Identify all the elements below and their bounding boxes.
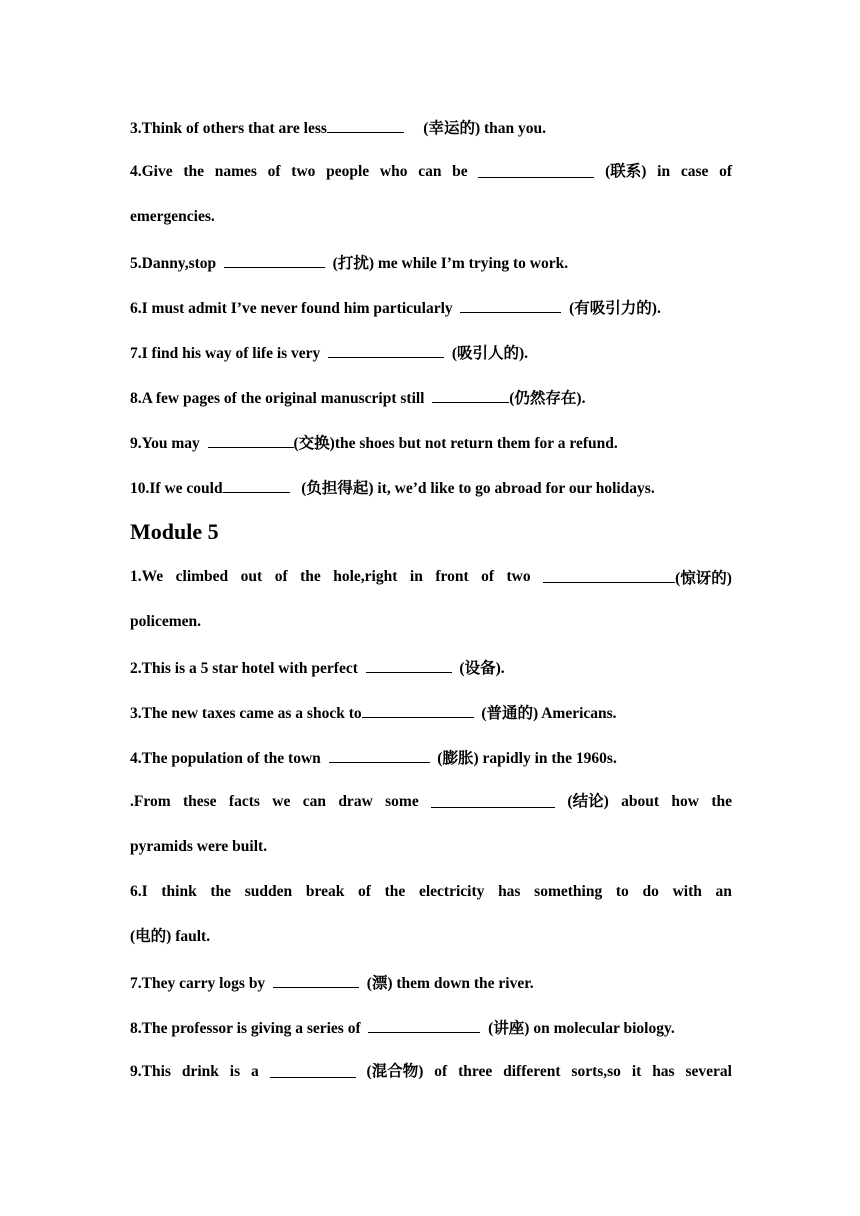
- answer-blank[interactable]: [460, 297, 561, 313]
- word: is: [229, 1063, 241, 1080]
- word: the: [384, 883, 406, 900]
- exercise-item-3: [130, 117, 732, 139]
- module5-item-6: [130, 882, 732, 902]
- word: of: [274, 568, 288, 585]
- blank-group: [543, 567, 732, 589]
- word: 6.I: [130, 883, 148, 900]
- word: sorts,so: [571, 1063, 621, 1080]
- item-text: 9.You may: [130, 435, 200, 452]
- item-text: policemen.: [130, 613, 202, 630]
- module5-item-9: [130, 1062, 732, 1082]
- word: hole,right: [333, 568, 398, 585]
- answer-blank[interactable]: [329, 747, 430, 763]
- item-text: (仍然存在).: [509, 390, 586, 407]
- word: 4.Give: [130, 163, 173, 180]
- exercise-item-7: [130, 342, 732, 364]
- answer-blank[interactable]: [328, 342, 444, 358]
- answer-blank[interactable]: [362, 702, 474, 718]
- word: can: [418, 163, 442, 180]
- answer-blank[interactable]: [327, 117, 404, 133]
- word: of: [434, 1063, 448, 1080]
- item-text: 8.The professor is giving a series of: [130, 1020, 361, 1037]
- word: people: [326, 163, 370, 180]
- word: of: [481, 568, 495, 585]
- word: something: [534, 883, 603, 900]
- word: with: [672, 883, 702, 900]
- item-text: 2.This is a 5 star hotel with perfect: [130, 660, 358, 677]
- item-text: (普通的) Americans.: [481, 705, 617, 722]
- word: two: [506, 568, 531, 585]
- word: we: [272, 793, 291, 810]
- word: different: [503, 1063, 561, 1080]
- module5-item-1-continued: [130, 612, 732, 632]
- answer-blank[interactable]: [431, 792, 555, 808]
- word: drink: [181, 1063, 219, 1080]
- word: these: [182, 793, 217, 810]
- word: the: [711, 793, 732, 810]
- word: two: [291, 163, 316, 180]
- answer-blank[interactable]: [273, 972, 359, 988]
- word: draw: [338, 793, 373, 810]
- word: think: [161, 883, 197, 900]
- item-text: 7.I find his way of life is very: [130, 345, 321, 362]
- item-text: 4.The population of the town: [130, 750, 321, 767]
- word: has: [498, 883, 521, 900]
- word: of: [719, 163, 732, 180]
- answer-blank[interactable]: [478, 162, 594, 178]
- item-text: 10.If we could: [130, 480, 223, 497]
- word: (结论): [567, 793, 609, 810]
- item-text: (讲座) on molecular biology.: [488, 1020, 675, 1037]
- word: in: [657, 163, 671, 180]
- word: a: [251, 1063, 259, 1080]
- section-heading: Module 5: [130, 519, 219, 544]
- item-text: 7.They carry logs by: [130, 975, 266, 992]
- item-text: (设备).: [459, 660, 505, 677]
- word: case: [680, 163, 709, 180]
- item-text: 3.The new taxes came as a shock to: [130, 705, 362, 722]
- item-text: (交换)the shoes but not return them for a refund.: [293, 435, 618, 452]
- word: do: [642, 883, 659, 900]
- word: be: [452, 163, 468, 180]
- answer-blank[interactable]: [270, 1062, 356, 1078]
- word: (混合物): [366, 1063, 424, 1080]
- word: the: [300, 568, 321, 585]
- item-text: 5.Danny,stop: [130, 255, 217, 272]
- module5-item-6-continued: [130, 927, 732, 947]
- word: climbed: [175, 568, 229, 585]
- word: electricity: [418, 883, 485, 900]
- word: how: [671, 793, 699, 810]
- word: who: [379, 163, 408, 180]
- word: (惊讶的): [675, 570, 732, 587]
- item-text: pyramids were built.: [130, 838, 268, 855]
- exercise-item-4-continued: [130, 207, 732, 227]
- word: an: [715, 883, 732, 900]
- word: .From: [130, 793, 171, 810]
- word: 1.We: [130, 568, 164, 585]
- module5-item-8: [130, 1017, 732, 1039]
- module5-item-5-continued: [130, 837, 732, 857]
- word: sudden: [244, 883, 293, 900]
- word: some: [385, 793, 419, 810]
- exercise-item-4: [130, 162, 732, 182]
- word: three: [458, 1063, 493, 1080]
- module5-item-1: [130, 567, 732, 589]
- word: break: [305, 883, 345, 900]
- word: the: [210, 883, 232, 900]
- word: it: [631, 1063, 642, 1080]
- answer-blank[interactable]: [208, 432, 294, 448]
- exercise-item-9: [130, 432, 732, 454]
- item-text: (吸引人的).: [451, 345, 529, 362]
- answer-blank[interactable]: [224, 252, 325, 268]
- answer-blank[interactable]: [223, 477, 290, 493]
- exercise-item-5: [130, 252, 732, 274]
- word: has: [652, 1063, 675, 1080]
- word: 9.This: [130, 1063, 171, 1080]
- item-text: (漂) them down the river.: [366, 975, 534, 992]
- answer-blank[interactable]: [368, 1017, 480, 1033]
- item-text: (打扰) me while I’m trying to work.: [332, 255, 569, 272]
- item-text: (膨胀) rapidly in the 1960s.: [437, 750, 617, 767]
- module5-item-3: [130, 702, 732, 724]
- word: names: [214, 163, 257, 180]
- exercise-item-6: [130, 297, 732, 319]
- item-text: (有吸引力的).: [569, 300, 661, 317]
- word: out: [240, 568, 263, 585]
- item-text: 8.A few pages of the original manuscript still: [130, 390, 425, 407]
- word: front: [435, 568, 469, 585]
- answer-blank[interactable]: [432, 387, 509, 403]
- module5-item-2: [130, 657, 732, 679]
- module5-item-4: [130, 747, 732, 769]
- word: the: [183, 163, 205, 180]
- word: several: [685, 1063, 732, 1080]
- module5-item-7: [130, 972, 732, 994]
- item-text: emergencies.: [130, 208, 215, 225]
- item-text: 3.Think of others that are less: [130, 120, 327, 137]
- word: facts: [228, 793, 260, 810]
- word: to: [615, 883, 629, 900]
- item-text: (幸运的) than you.: [423, 120, 547, 137]
- exercise-item-10: [130, 477, 732, 499]
- item-text: (电的) fault.: [130, 928, 211, 945]
- word: of: [358, 883, 371, 900]
- word: can: [302, 793, 326, 810]
- module5-item-5: [130, 792, 732, 812]
- word: about: [621, 793, 660, 810]
- word: in: [409, 568, 423, 585]
- exercise-item-8: [130, 387, 732, 409]
- word: of: [267, 163, 281, 180]
- item-text: 6.I must admit I’ve never found him particularly: [130, 300, 453, 317]
- word: (联系): [605, 163, 647, 180]
- answer-blank[interactable]: [366, 657, 452, 673]
- item-text: (负担得起) it, we’d like to go abroad for our holidays.: [301, 480, 655, 497]
- answer-blank[interactable]: [543, 567, 675, 583]
